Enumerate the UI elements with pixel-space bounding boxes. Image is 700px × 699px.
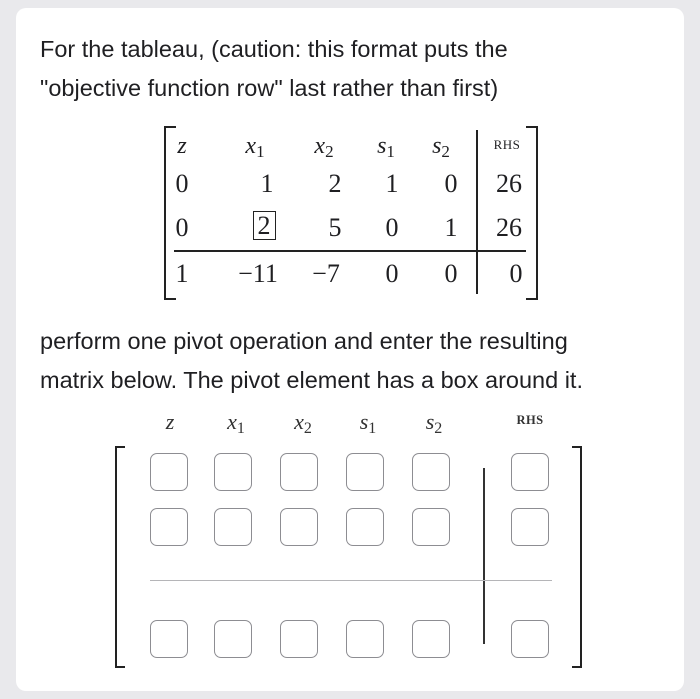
answer-rhs-divider <box>483 468 485 644</box>
tableau-cell-r3-rhs: 0 <box>509 259 523 288</box>
tableau-objective-divider <box>174 250 526 252</box>
answer-input-r2-s1[interactable] <box>346 508 384 546</box>
answer-header-x1: $x_1$ <box>227 409 245 437</box>
answer-right-bracket <box>572 446 582 668</box>
answer-input-r3-x1[interactable] <box>214 620 252 658</box>
tableau-cell-r3-x2: −7 <box>312 259 340 288</box>
tableau-cell-r2-x1 <box>234 211 294 241</box>
answer-header-s2: $s_2$ <box>425 409 443 437</box>
answer-header-x2: $x_2$ <box>294 409 312 437</box>
answer-header-z: z <box>165 409 175 434</box>
tableau-cell-r3-s1: 0 <box>385 259 399 288</box>
answer-input-r3-z[interactable] <box>150 620 188 658</box>
question-line-1: For the tableau, (caution: this format puts the <box>40 36 508 62</box>
question-card <box>16 8 684 691</box>
tableau-cell-r2-s1: 0 <box>385 213 399 242</box>
tableau-header-x1: $x_1$ <box>245 133 265 161</box>
answer-objective-divider <box>150 580 552 581</box>
tableau-cell-r1-s1: 1 <box>385 169 399 198</box>
answer-input-r1-s2[interactable] <box>412 453 450 491</box>
tableau-cell-r2-z: 0 <box>175 213 189 242</box>
question-line-4: matrix below. The pivot element has a box around it. <box>40 367 583 393</box>
tableau-header-z: z <box>177 133 187 159</box>
tableau-cell-r2-rhs: 26 <box>496 213 522 242</box>
question-text-top <box>40 30 670 108</box>
tableau-cell-r1-x2: 2 <box>328 169 342 198</box>
tableau-header-x2: $x_2$ <box>314 133 334 161</box>
answer-input-r3-rhs[interactable] <box>511 620 549 658</box>
tableau-header-s2: $s_2$ <box>432 133 450 161</box>
answer-input-r1-s1[interactable] <box>346 453 384 491</box>
answer-input-r1-x2[interactable] <box>280 453 318 491</box>
answer-input-r1-rhs[interactable] <box>511 453 549 491</box>
tableau-cell-r1-rhs: 26 <box>496 169 522 198</box>
answer-input-r2-x1[interactable] <box>214 508 252 546</box>
tableau-header-s1: $s_1$ <box>377 133 395 161</box>
tableau-cell-r3-s2: 0 <box>444 259 458 288</box>
answer-left-bracket <box>115 446 125 668</box>
answer-input-r2-z[interactable] <box>150 508 188 546</box>
answer-input-r2-rhs[interactable] <box>511 508 549 546</box>
pivot-element-box: 2 <box>253 211 276 240</box>
tableau-cell-r3-z: 1 <box>175 259 189 288</box>
question-line-3: perform one pivot operation and enter the resulting <box>40 328 568 354</box>
answer-input-r3-s2[interactable] <box>412 620 450 658</box>
question-text-bottom <box>40 322 670 400</box>
tableau-cell-r1-s2: 0 <box>444 169 458 198</box>
answer-header-rhs: RHS <box>516 413 544 427</box>
answer-input-r3-x2[interactable] <box>280 620 318 658</box>
answer-input-r2-s2[interactable] <box>412 508 450 546</box>
tableau-cell-r3-x1: −11 <box>238 259 278 288</box>
answer-input-r2-x2[interactable] <box>280 508 318 546</box>
tableau-cell-r2-x2: 5 <box>328 213 342 242</box>
answer-input-r1-x1[interactable] <box>214 453 252 491</box>
tableau-cell-r1-x1: 1 <box>260 169 274 198</box>
tableau-cell-r1-z: 0 <box>175 169 189 198</box>
tableau-cell-r2-s2: 1 <box>444 213 458 242</box>
answer-header-s1: $s_1$ <box>359 409 377 437</box>
answer-input-r3-s1[interactable] <box>346 620 384 658</box>
tableau-header-rhs: RHS <box>493 137 521 152</box>
question-line-2: "objective function row" last rather than first) <box>40 75 499 101</box>
answer-input-r1-z[interactable] <box>150 453 188 491</box>
